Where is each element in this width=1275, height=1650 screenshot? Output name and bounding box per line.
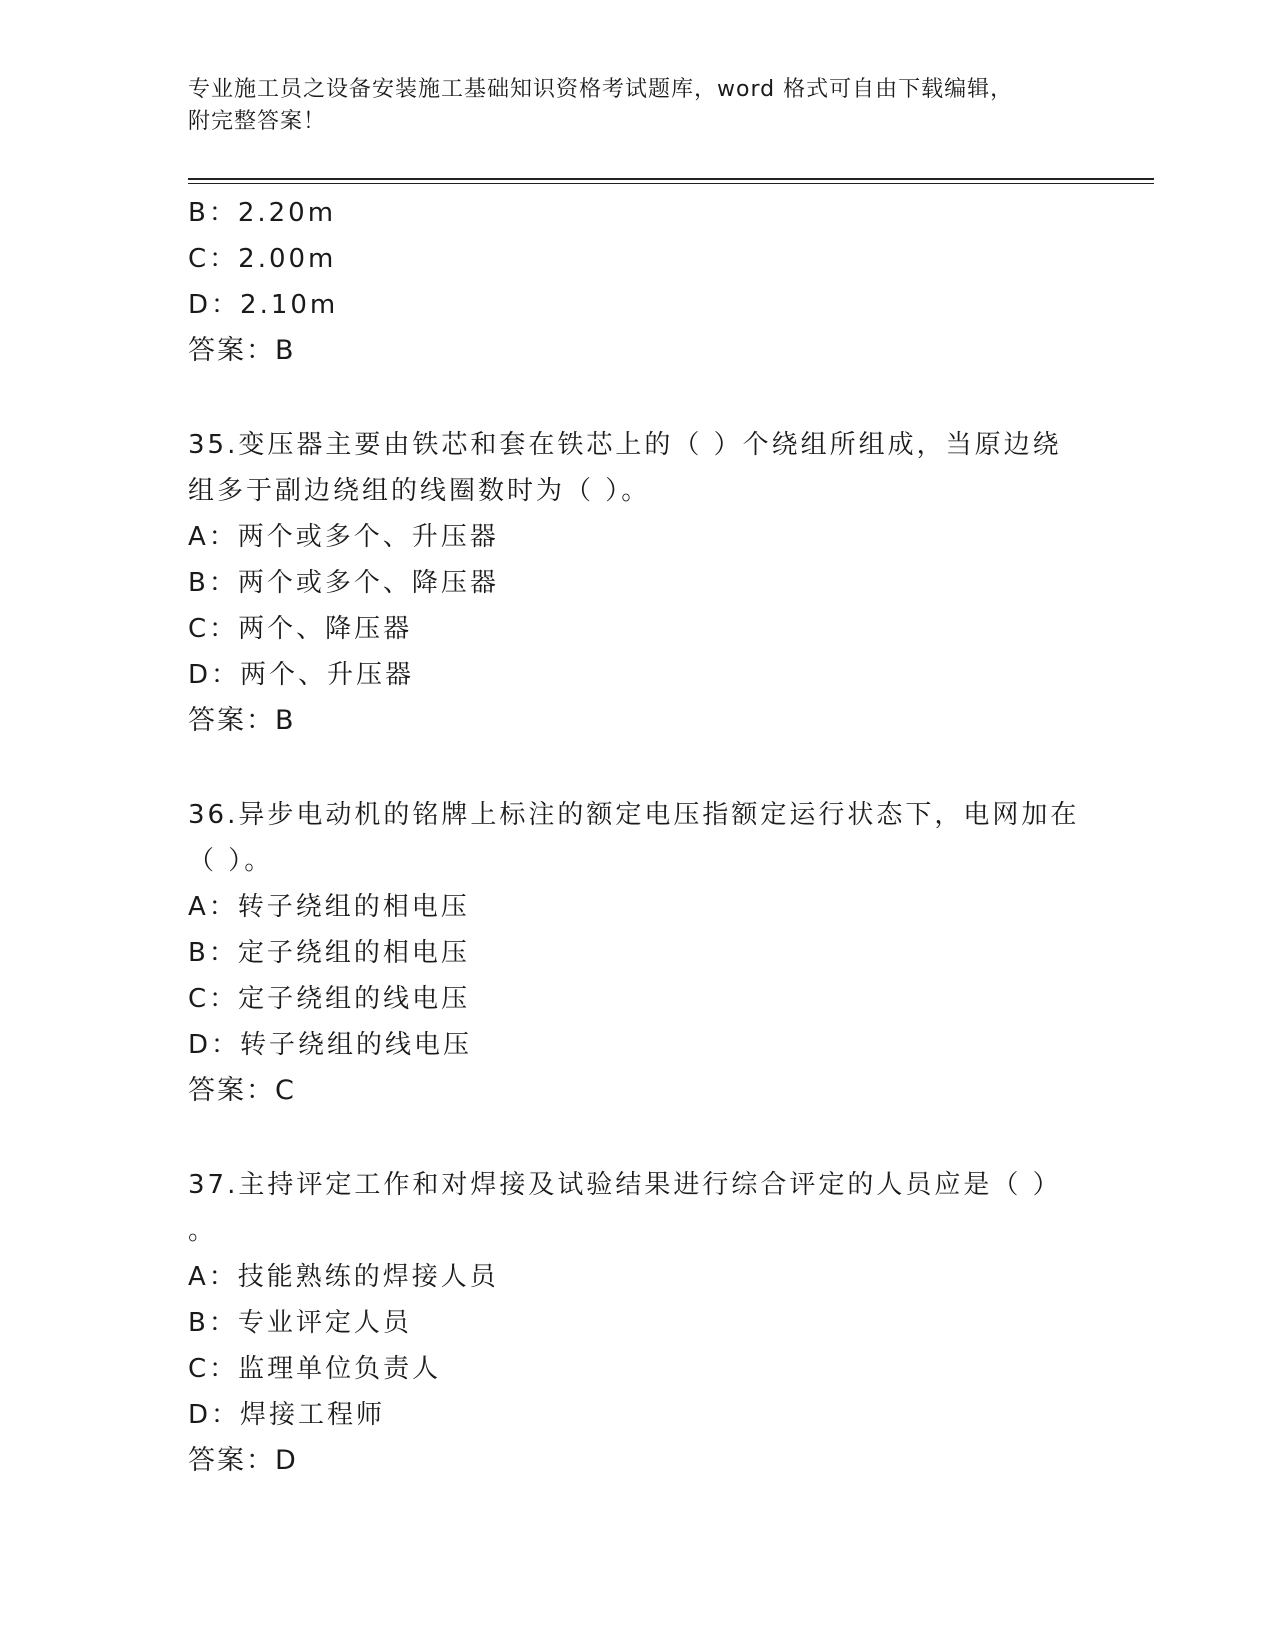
question-35 <box>188 422 1088 744</box>
header-line-1: 专业施工员之设备安装施工基础知识资格考试题库，word 格式可自由下载编辑， <box>188 77 1014 102</box>
spacer <box>188 1114 1088 1162</box>
option-d: D：转子绕组的线电压 <box>188 1030 473 1060</box>
option-a: A：转子绕组的相电压 <box>188 892 470 922</box>
option-c: C：监理单位负责人 <box>188 1354 442 1384</box>
answer-line: 答案：C <box>188 1075 296 1106</box>
question-36 <box>188 792 1088 1114</box>
answer-line: 答案：B <box>188 335 296 366</box>
question-stem-line-2: 组多于副边绕组的线圈数时为（ ）。 <box>188 476 651 506</box>
question-stem-line-1: 35.变压器主要由铁芯和套在铁芯上的（ ）个绕组所组成，当原边绕 <box>188 430 1062 460</box>
option-c: C：定子绕组的线电压 <box>188 984 471 1014</box>
question-stem-line-2: 。 <box>188 1216 218 1246</box>
header-rule-thin <box>188 183 1154 184</box>
header-line-2: 附完整答案！ <box>188 109 327 134</box>
document-header <box>188 74 1088 138</box>
question-list <box>188 190 1088 1484</box>
option-b: B：2.20m <box>188 198 337 228</box>
question-stem-line-1: 37.主持评定工作和对焊接及试验结果进行综合评定的人员应是（ ） <box>188 1170 1062 1200</box>
question-stem-line-1: 36.异步电动机的铭牌上标注的额定电压指额定运行状态下，电网加在 <box>188 800 1080 830</box>
option-d: D：焊接工程师 <box>188 1400 386 1430</box>
header-rule-thick <box>188 178 1154 180</box>
option-b: B：专业评定人员 <box>188 1308 412 1338</box>
option-c: C：2.00m <box>188 244 337 274</box>
answer-line: 答案：D <box>188 1445 298 1476</box>
question-37 <box>188 1162 1088 1484</box>
option-a: A：两个或多个、升压器 <box>188 522 499 552</box>
option-d: D：两个、升压器 <box>188 660 415 690</box>
answer-line: 答案：B <box>188 705 296 736</box>
question-34 <box>188 190 1088 374</box>
question-stem-line-2: （ ）。 <box>188 846 274 876</box>
option-b: B：定子绕组的相电压 <box>188 938 470 968</box>
option-a: A：技能熟练的焊接人员 <box>188 1262 499 1292</box>
spacer <box>188 374 1088 422</box>
option-c: C：两个、降压器 <box>188 614 413 644</box>
spacer <box>188 744 1088 792</box>
option-d: D：2.10m <box>188 290 339 320</box>
option-b: B：两个或多个、降压器 <box>188 568 499 598</box>
